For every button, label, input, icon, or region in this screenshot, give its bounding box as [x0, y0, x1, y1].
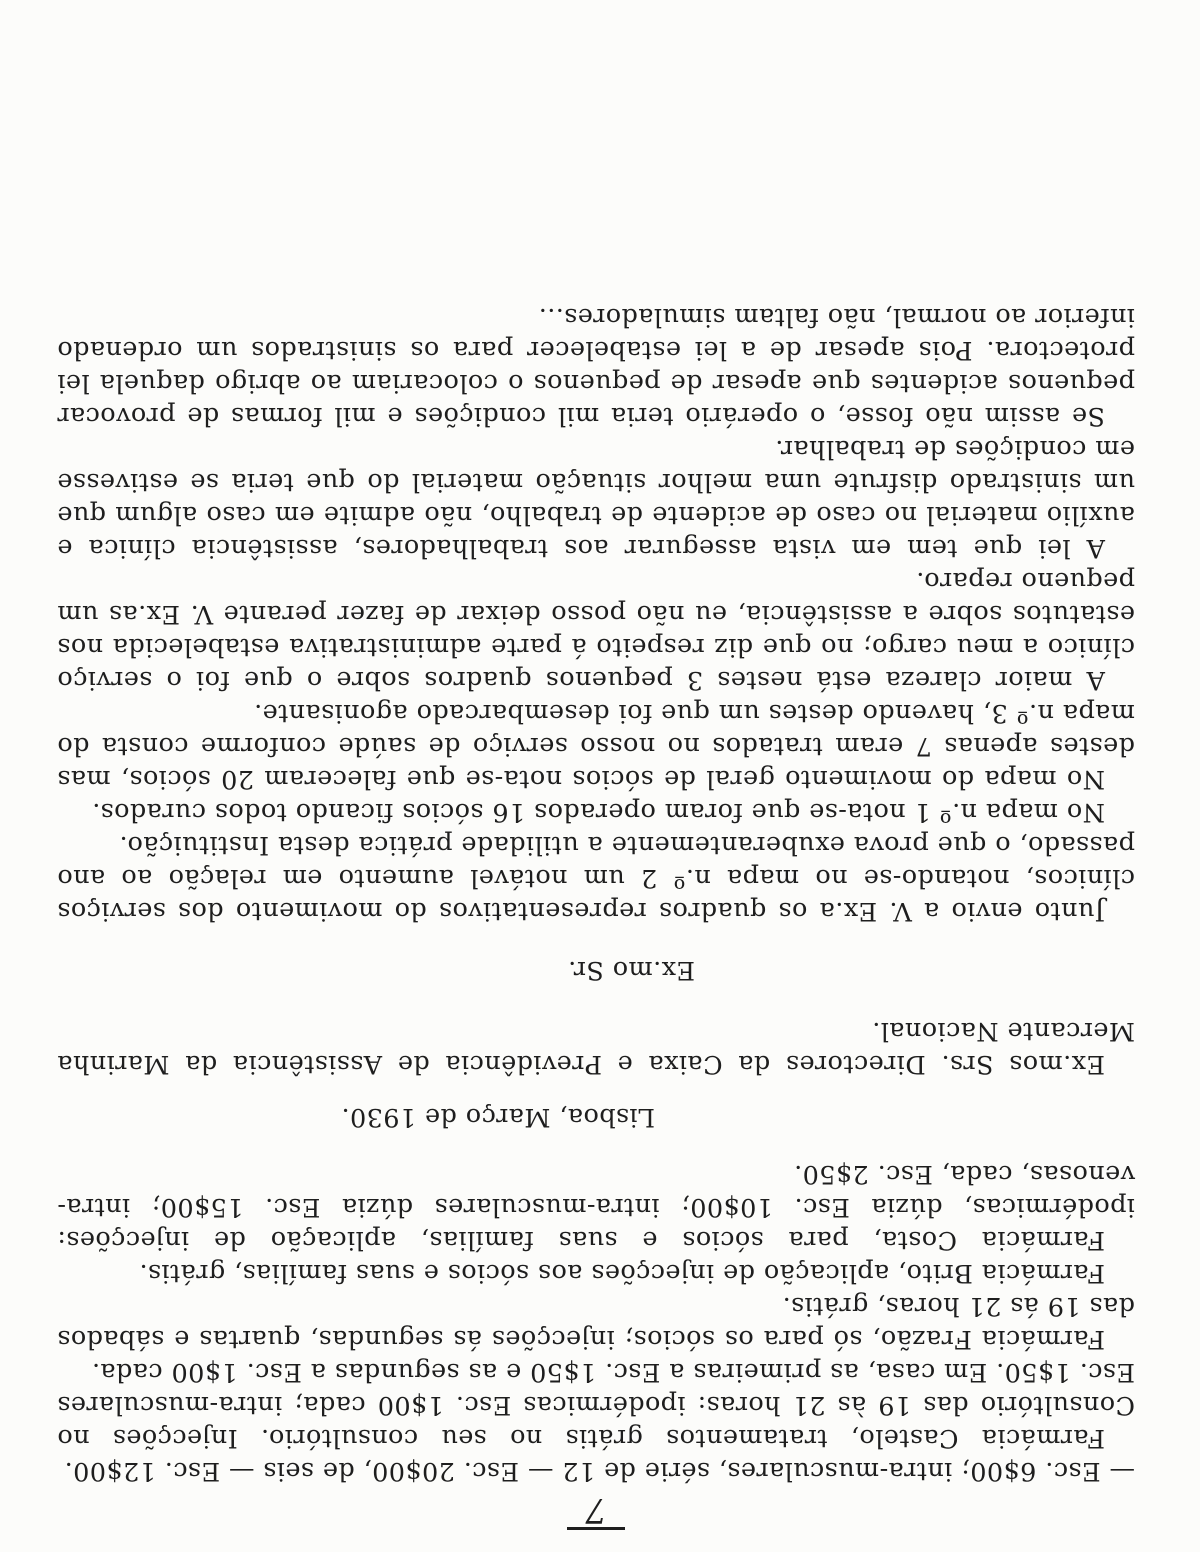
date-line: Lisboa, Março de 1930.	[341, 1102, 655, 1132]
report-paragraph: A maior clareza está nestes 3 pequenos quadros sobre o que foi o serviço clínico a meu cargo; no que diz respeito á parte administrativa estabelecida nos estatutos sobre a assistência, eu não posso deixar de fazer perante V. Ex.as um pequeno reparo.	[57, 566, 1135, 695]
page-number: 7	[57, 1493, 1135, 1530]
page-content	[57, 300, 1135, 1530]
salutation: Ex.mo Sr.	[567, 955, 695, 985]
price-list-continuation: — Esc. 6$00; intra-musculares, série de 12 — Esc. 20$00, de seis — Esc. 12$00.	[64, 1456, 1135, 1486]
pharmacy-costa-paragraph: Farmácia Costa, para sócios e suas famílias, aplicação de injecções: ipodérmicas, dúzia Esc. 10$00; intra-musculares dúzia Esc. 15$00; intra-venosas, cada, Esc. 2$50.	[57, 1159, 1135, 1255]
addressee: Ex.mos Srs. Directores da Caixa e Previdência de Assistência da Marinha Mercante Nacional.	[57, 1016, 1135, 1079]
pharmacy-frazao-paragraph: Farmácia Frazão, só para os sócios; injecções ás segundas, quartas e sábados das 19 ás 21 horas, grátis.	[57, 1291, 1135, 1354]
report-paragraph: No mapa do movimento geral de sócios nota-se que faleceram 20 sócios, mas destes apenas 7 eram tratados no nosso serviço de saúde conforme consta do mapa n.º 3, havendo destes um que foi desembarcado agonisante.	[57, 698, 1135, 794]
pharmacy-brito-paragraph: Farmácia Brito, aplicação de injecções aos sócios e suas famílias, grátis.	[139, 1258, 1105, 1288]
pharmacy-castelo-paragraph: Farmácia Castelo, tratamentos grátis no seu consultório. Injecções no Consultório das 19 às 21 horas: ipodérmicas Esc. 1$00 cada; intra-musculares Esc. 1$50. Em casa, as primeiras a Esc. 1$50 e as segundas a Esc. 1$00 cada.	[57, 1357, 1135, 1453]
report-paragraph: Junto envio a V. Ex.a os quadros representativos do movimento dos serviços clínicos, notando-se no mapa n.º 2 um notável aumento em relação ao ano passado, o que prova exuberantemente a utilidade prática desta Instituição.	[57, 830, 1135, 926]
report-paragraph: A lei que tem em vista assegurar aos trabalhadores, assistência clínica e auxílio material no caso de acidente de trabalho, não admite em caso algum que um sinistrado disfrute uma melhor situação material do que teria se estivesse em condições de trabalhar.	[57, 434, 1135, 563]
report-paragraph: Se assim não fosse, o operário teria mil condições e mil formas de provocar pequenos acidentes que apesar de pequenos o colocariam ao abrigo daquela lei protectora. Pois apesar de a lei estabelecer para os sinistrados um ordenado inferior ao normal, não faltam simuladores...	[57, 302, 1135, 431]
report-paragraph: No mapa n.º 1 nota-se que foram operados 16 sócios ficando todos curados.	[91, 797, 1105, 827]
